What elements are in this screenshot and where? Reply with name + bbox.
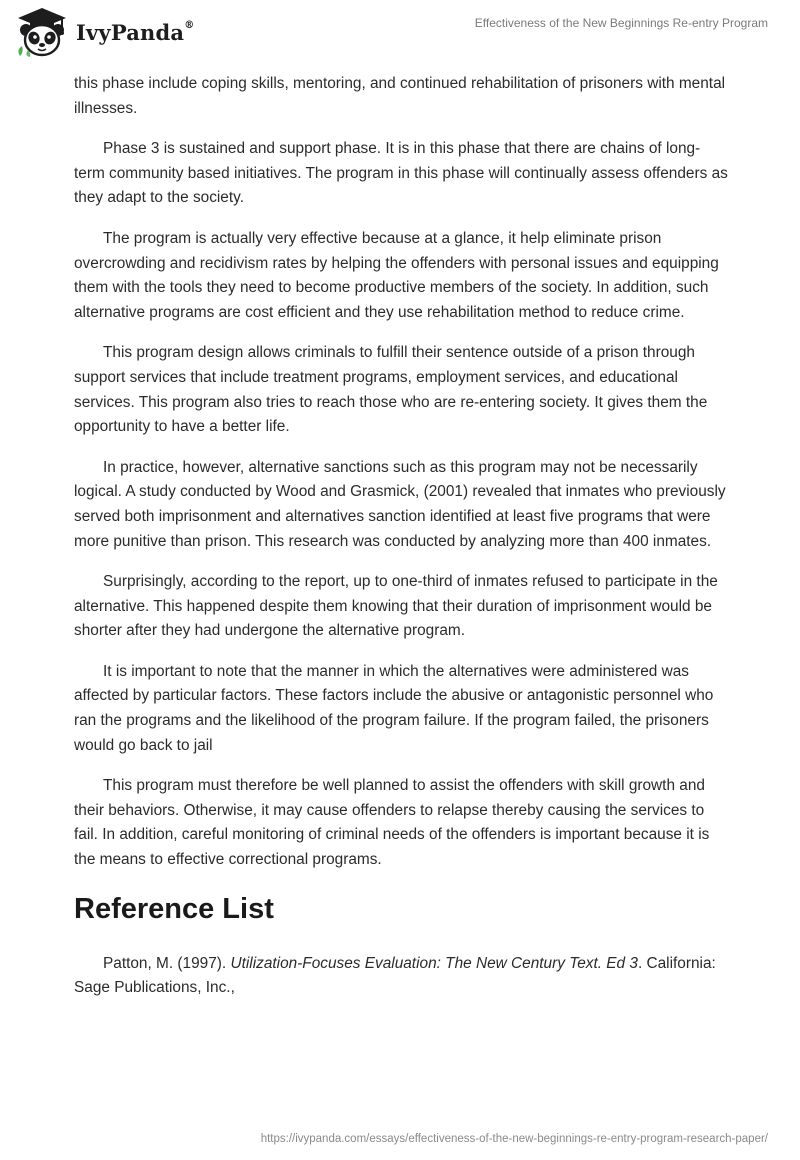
panda-graduate-icon — [14, 6, 70, 58]
source-url-link[interactable]: https://ivypanda.com/essays/effectiveness-of-the-new-beginnings-re-entry-program-research-paper/ — [260, 1133, 768, 1145]
body-paragraph-2: Phase 3 is sustained and support phase. It is in this phase that there are chains of long-term community based initiatives. The program in this phase will continually assess offenders as they adapt to the society. — [74, 140, 728, 207]
body-paragraph-4: This program design allows criminals to fulfill their sentence outside of a prison through support services that include treatment programs, employment services, and educational services. This program also tries to reach those who are re-entering society. It gives them the opportunity to have a better life. — [74, 344, 708, 436]
essay-body — [74, 72, 730, 1001]
body-paragraph-5: In practice, however, alternative sanctions such as this program may not be necessarily logical. A study conducted by Wood and Grasmick, (2001) revealed that inmates who previously served both imprisonment and alternatives sanction identified at least five programs that were more punitive than prison. This research was conducted by analyzing more than 400 inmates. — [74, 458, 726, 550]
ivypanda-logo[interactable] — [14, 6, 194, 58]
body-paragraph-8: This program must therefore be well planned to assist the offenders with skill growth and their behaviors. Otherwise, it may cause offenders to relapse thereby causing the services to fail. In addition, careful monitoring of criminal needs of the offenders is important because it is the means to effective correctional programs. — [74, 777, 710, 869]
reference-publisher: . California: Sage Publications, Inc., — [74, 954, 716, 997]
body-paragraph-7: It is important to note that the manner in which the alternatives were administered was affected by particular factors. These factors include the abusive or antagonistic personnel who ran the programs and the likelihood of the program failure. If the program failed, the prisoners would go back to jail — [74, 662, 714, 754]
reference-title: Utilization-Focuses Evaluation: The New Century Text. Ed 3 — [230, 954, 638, 972]
body-paragraph-1: this phase include coping skills, mentoring, and continued rehabilitation of prisoners with mental illnesses. — [74, 75, 726, 117]
brand-name: IvyPanda — [76, 19, 185, 45]
reference-author-year: Patton, M. (1997). — [103, 954, 231, 972]
page-header — [0, 0, 800, 66]
document-title: Effectiveness of the New Beginnings Re-entry Program — [474, 16, 768, 30]
registered-mark: ® — [184, 19, 195, 31]
brand-wordmark — [76, 20, 194, 45]
body-paragraph-3: The program is actually very effective because at a glance, it help eliminate prison overcrowding and recidivism rates by helping the offenders with personal issues and equipping them with the tools they need to become productive members of the society. In addition, such alternative programs are cost efficient and they use rehabilitation method to reduce crime. — [74, 229, 719, 321]
body-paragraph-6: Surprisingly, according to the report, up to one-third of inmates refused to participate in the alternative. This happened despite them knowing that their duration of imprisonment would be shorter after they had undergone the alternative program. — [74, 573, 718, 640]
reference-list-heading: Reference List — [74, 892, 274, 925]
reference-entry — [74, 952, 730, 1001]
